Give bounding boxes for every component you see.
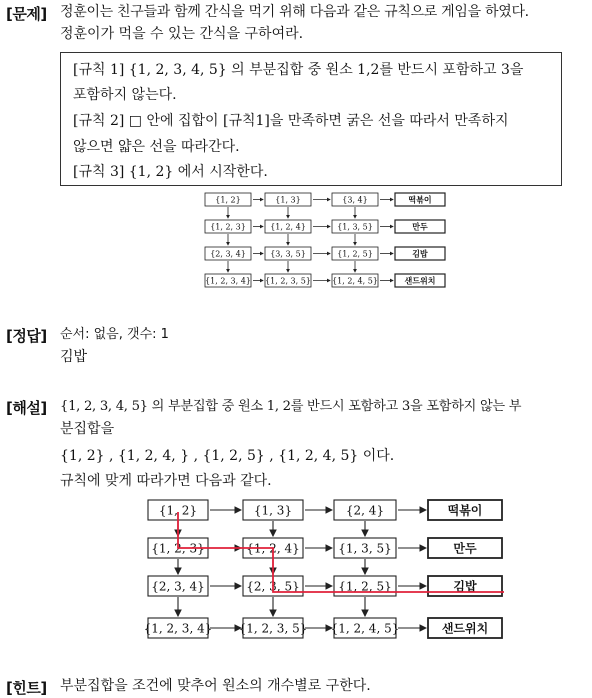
small-label-r3-c1: {1, 2, 3, 5} (265, 276, 311, 286)
rule-line-4: 않으면 얇은 선을 따라간다. (73, 139, 240, 155)
small-label-r0-c2: {3, 4} (342, 195, 368, 205)
small-label-r2-c3: 김밥 (412, 248, 428, 259)
small-flow-diagram (0, 190, 592, 290)
small-label-r0-c3: 떡볶이 (408, 194, 432, 205)
rules-box (60, 52, 562, 186)
small-label-r3-c2: {1, 2, 4, 5} (332, 276, 378, 286)
large-label-r0-c0: {1, 2} (158, 503, 198, 518)
large-label-r1-c2: {1, 3, 5} (338, 541, 392, 556)
large-label-r1-c1: {1, 2, 4} (246, 541, 300, 556)
large-label-r3-c3: 샌드위치 (441, 621, 489, 636)
rule-line-3: [규칙 2] □ 안에 집합이 [규칙1]을 만족하면 굵은 선을 따라서 만족하지 (73, 113, 509, 129)
large-label-r2-c2: {1, 2, 5} (338, 579, 392, 594)
rule-line-5: [규칙 3] {1, 2} 에서 시작한다. (73, 164, 268, 180)
large-label-r1-c3: 만두 (453, 541, 477, 556)
large-label-r0-c2: {2, 4} (345, 503, 385, 518)
explanation-line-2: 분집합을 (60, 421, 115, 437)
hint-label: [힌트] (6, 679, 47, 697)
problem-line-2: 정훈이가 먹을 수 있는 간식을 구하여라. (60, 26, 304, 42)
rule-line-1: [규칙 1] {1, 2, 3, 4, 5} 의 부분집합 중 원소 1,2를 반드시 포함하고 3을 (73, 62, 524, 78)
small-label-r1-c0: {1, 2, 3} (210, 222, 246, 232)
small-label-r1-c1: {1, 2, 4} (270, 222, 306, 232)
explanation-line-1: {1, 2, 3, 4, 5} 의 부분집합 중 원소 1, 2를 반드시 포함하고 3을 포함하지 않는 부 (60, 399, 522, 414)
large-label-r3-c1: {1, 2, 3, 5} (238, 621, 308, 636)
large-label-r3-c2: {1, 2, 4, 5} (330, 621, 400, 636)
small-label-r2-c0: {2, 3, 4} (210, 249, 246, 259)
rule-line-2: 포함하지 않는다. (73, 87, 177, 103)
explanation-label: [해설] (6, 399, 47, 417)
small-label-r0-c0: {1, 2} (215, 195, 241, 205)
small-label-r0-c1: {1, 3} (275, 195, 301, 205)
small-label-r3-c3: 샌드위치 (404, 275, 436, 286)
small-label-r1-c3: 만두 (412, 221, 428, 232)
hint-line-1: 부분집합을 조건에 맞추어 원소의 개수별로 구한다. (60, 678, 371, 694)
explanation-line-3: {1, 2} , {1, 2, 4, } , {1, 2, 5} , {1, 2, 4, 5} 이다. (60, 448, 395, 464)
small-label-r1-c2: {1, 3, 5} (337, 222, 373, 232)
large-label-r2-c3: 김밥 (453, 579, 477, 594)
small-label-r2-c2: {1, 2, 5} (337, 249, 373, 259)
answer-line-2: 김밥 (60, 349, 88, 365)
explanation-line-4: 규칙에 맞게 따라가면 다음과 같다. (60, 473, 272, 489)
large-label-r1-c0: {1, 2, 3} (151, 541, 205, 556)
problem-line-1: 정훈이는 친구들과 함께 간식을 먹기 위해 다음과 같은 규칙으로 게임을 하였다. (60, 4, 529, 20)
large-label-r2-c1: {2, 3, 5} (246, 579, 300, 594)
large-flow-diagram (0, 494, 592, 644)
large-label-r0-c3: 떡볶이 (447, 503, 483, 518)
small-label-r2-c1: {3, 3, 5} (270, 249, 306, 259)
large-label-r2-c0: {2, 3, 4} (151, 579, 205, 594)
large-label-r0-c1: {1, 3} (253, 503, 293, 518)
large-label-r3-c0: {1, 2, 3, 4} (143, 621, 213, 636)
problem-label: [문제] (6, 5, 47, 23)
small-label-r3-c0: {1, 2, 3, 4} (205, 276, 251, 286)
answer-line-1: 순서: 없음, 갯수: 1 (60, 327, 169, 342)
answer-label: [정답] (6, 327, 47, 345)
